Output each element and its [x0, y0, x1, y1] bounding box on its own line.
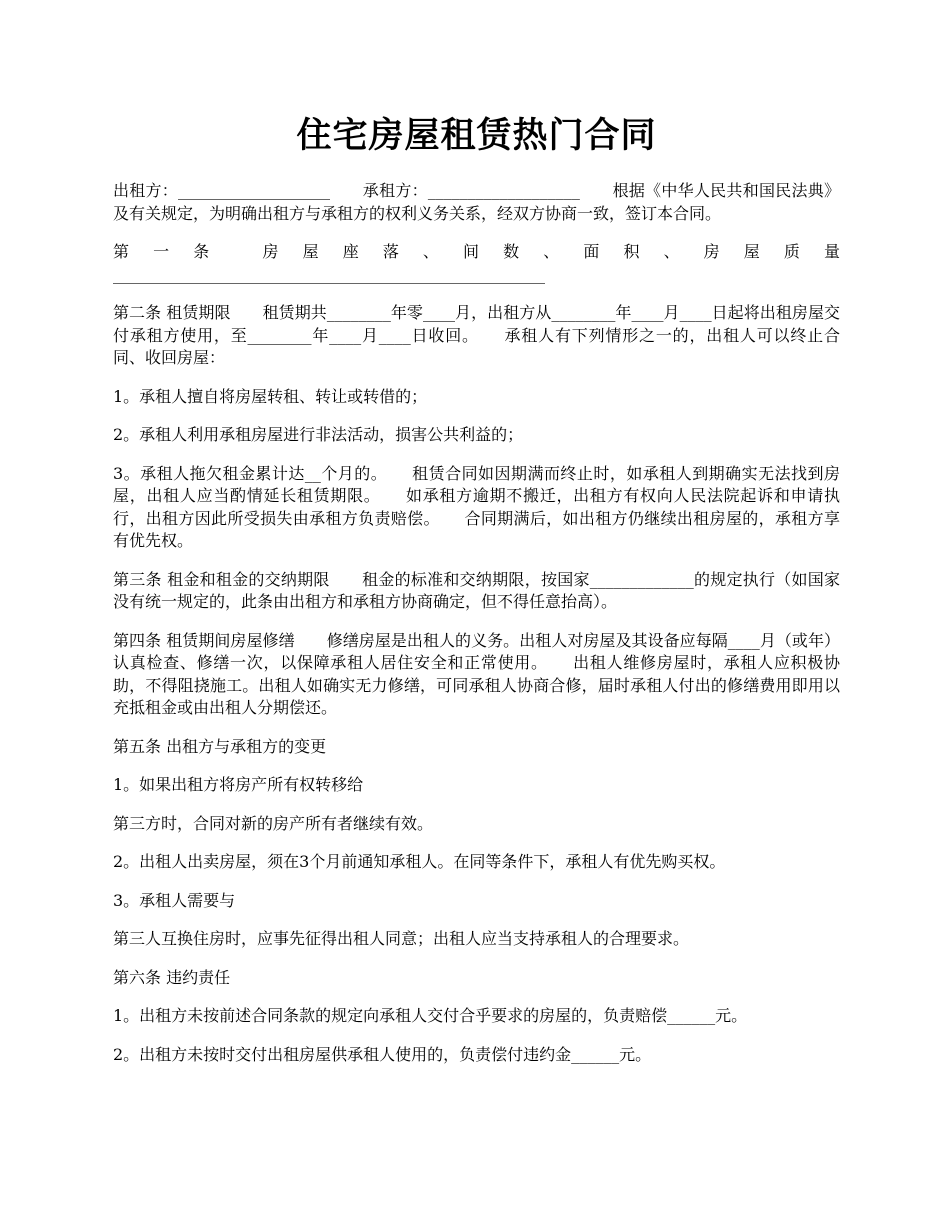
article-3-paragraph: 第三条 租金和租金的交纳期限 租金的标准和交纳期限，按国家_____________的规定执行（如国家没有统一规定的，此条由出租方和承租方协商确定，但不得任意抬高）。 — [113, 569, 840, 611]
article-5-item-1-continued: 第三方时，合同对新的房产所有者继续有效。 — [113, 813, 434, 833]
document-page — [113, 112, 873, 1082]
article-6-heading: 第六条 违约责任 — [113, 967, 231, 987]
article-6-item-1: 1。出租方未按前述合同条款的规定向承租人交付合乎要求的房屋的，负责赔偿______元。 — [113, 1006, 748, 1025]
article-2-item-1: 1。承租人擅自将房屋转租、转让或转借的； — [113, 386, 428, 406]
article-5-item-2: 2。出租人出卖房屋，须在3个月前通知承租人。在同等条件下，承租人有优先购买权。 — [113, 852, 726, 871]
article-2-paragraph: 第二条 租赁期限 租赁期共________年零____月，出租方从________年____月____日起将出租房屋交付承租方使用，至________年____月____日收回。 承租人有下列情形之一的，出租人可以终止合同、收回房屋： — [113, 303, 840, 367]
article-5-heading: 第五条 出租方与承租方的变更 — [113, 736, 327, 756]
article-5-item-3: 3。承租人需要与 — [113, 890, 236, 910]
article-2-item-2: 2。承租人利用承租房屋进行非法活动，损害公共利益的； — [113, 425, 524, 444]
article-1-paragraph: 第一条 房屋座落、间数、面积、房屋质量 ______________________________________________________ — [113, 242, 873, 284]
article-5-item-3-continued: 第三人互换住房时，应事先征得出租人同意；出租人应当支持承租人的合理要求。 — [113, 929, 690, 948]
document-title: 住宅房屋租赁热门合同 — [296, 115, 657, 156]
article-5-item-1: 1。如果出租方将房产所有权转移给 — [113, 775, 364, 794]
article-2-item-3: 3。承租人拖欠租金累计达__个月的。 租赁合同如因期满而终止时，如承租人到期确实无法找到房屋，出租人应当酌情延长租赁期限。 如承租方逾期不搬迁，出租方有权向人民法院起诉和申请执行，出租方因此所受损失由承租方负责赔偿。 合同期满后，如出租方仍继续出租房屋的，承租方享有优先权。 — [113, 463, 840, 550]
article-4-paragraph: 第四条 租赁期间房屋修缮 修缮房屋是出租人的义务。出租人对房屋及其设备应每隔____月（或年）认真检查、修缮一次，以保障承租人居住安全和正常使用。 出租人维修房屋时，承租人应积极协助，不得阻挠施工。出租人如确实无力修缮，可同承租人协商合修，届时承租人付出的修缮费用即用以充抵租金或由出租人分期偿还。 — [113, 630, 840, 717]
article-6-item-2: 2。出租方未按时交付出租房屋供承租人使用的，负责偿付违约金______元。 — [113, 1044, 652, 1064]
parties-paragraph: 出租方：___________________ 承租方：___________________ 根据《中华人民共和国民法典》及有关规定，为明确出租方与承租方的权利义务关系，经双方协商一致，签订本合同。 — [113, 181, 840, 223]
